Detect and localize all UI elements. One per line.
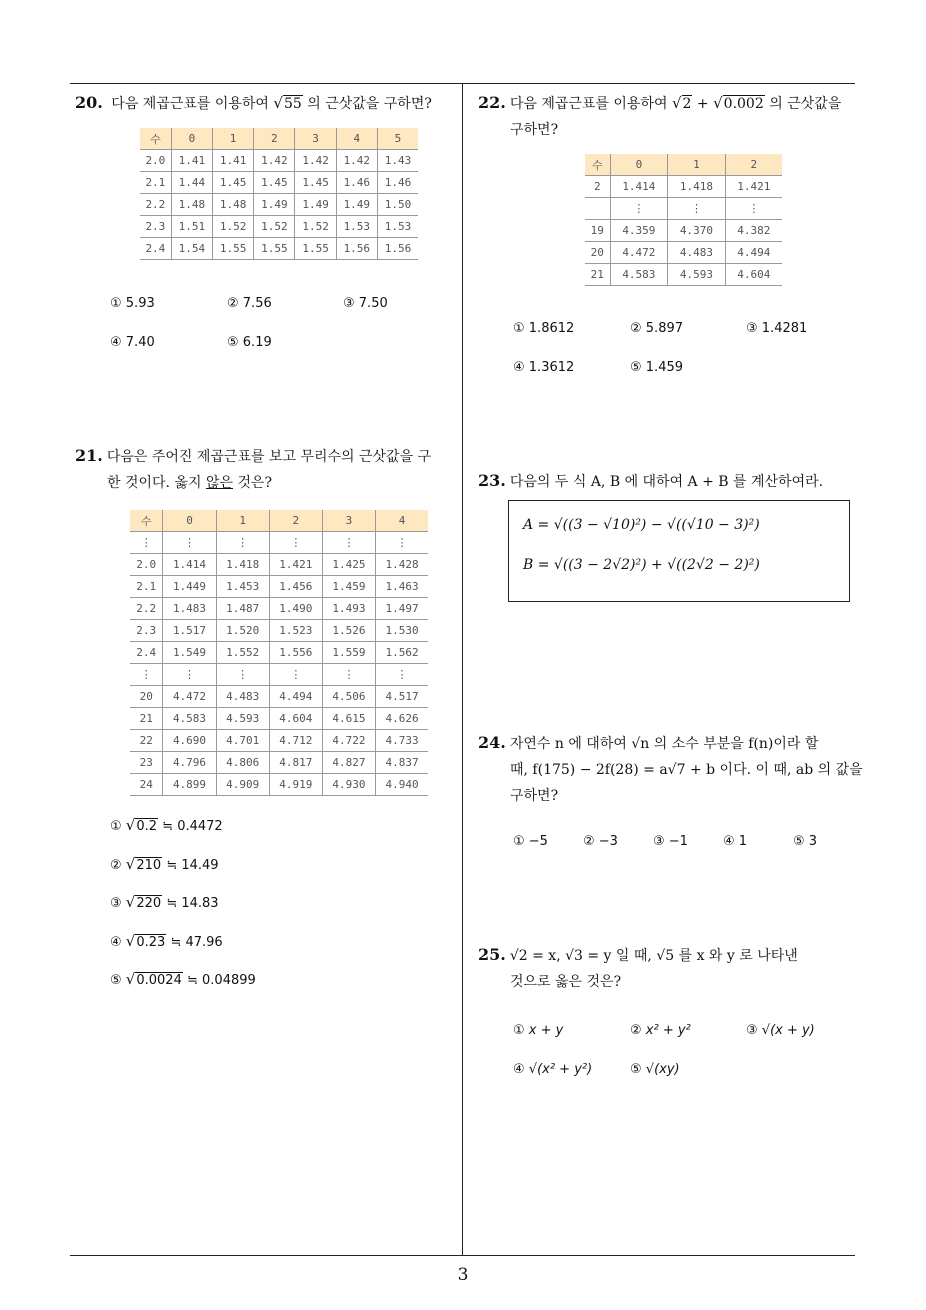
- table-cell: 1.517: [163, 620, 216, 642]
- table-cell: 1.425: [322, 554, 375, 576]
- question-number: 21.: [75, 446, 103, 465]
- table-header-cell: 4: [336, 128, 377, 150]
- table-cell: 1.46: [377, 172, 418, 194]
- question-text: 의 근삿값을 구하면?: [307, 96, 432, 112]
- question-number: 20.: [75, 93, 103, 112]
- table-cell: 4.604: [269, 708, 322, 730]
- question-text: 다음의 두 식 A, B 에 대하여 A + B 를 계산하여라.: [509, 474, 824, 490]
- table-cell: 1.52: [213, 216, 254, 238]
- table-cell: 1.49: [295, 194, 336, 216]
- choice-4[interactable]: ④ √(x² + y²): [513, 1062, 593, 1077]
- table-cell: 1.456: [269, 576, 322, 598]
- table-header-row: [140, 128, 418, 150]
- table-row: [130, 730, 428, 752]
- table-cell: 1.43: [377, 150, 418, 172]
- table-cell: ⋮: [376, 532, 428, 554]
- table-row: [140, 172, 418, 194]
- table-cell: ⋮: [130, 532, 163, 554]
- table-header-cell: 2: [725, 154, 782, 176]
- table-cell: 1.418: [216, 554, 269, 576]
- table-cell: 1.421: [269, 554, 322, 576]
- table-cell: 4.370: [668, 220, 726, 242]
- table-cell: 4.909: [216, 774, 269, 796]
- choice-4[interactable]: ④ 1.3612: [513, 360, 575, 375]
- table-row: [585, 264, 782, 286]
- table-header-cell: 2: [254, 128, 295, 150]
- column-divider: [462, 83, 463, 1256]
- table-header-cell: 수: [585, 154, 610, 176]
- table-row: [585, 198, 782, 220]
- question-25: [478, 942, 798, 995]
- table-cell: 1.41: [171, 150, 212, 172]
- table-cell: 1.50: [377, 194, 418, 216]
- table-header-cell: 수: [140, 128, 171, 150]
- sqrt-expression: √2: [671, 94, 692, 112]
- choice-4[interactable]: ④ 7.40: [110, 335, 155, 350]
- table-cell: 1.428: [376, 554, 428, 576]
- choice-2[interactable]: ② −3: [583, 834, 618, 849]
- underlined-word: 않은: [205, 475, 234, 491]
- choice-value: ≒ 0.4472: [158, 819, 223, 834]
- table-header-cell: 1: [668, 154, 726, 176]
- table-cell: 4.701: [216, 730, 269, 752]
- table-header-cell: 4: [376, 510, 428, 532]
- table-row: [585, 220, 782, 242]
- table-cell: ⋮: [322, 664, 375, 686]
- table-cell: 1.56: [377, 238, 418, 260]
- choice-1[interactable]: ① 1.8612: [513, 321, 575, 336]
- table-row: [130, 532, 428, 554]
- table-cell: 4.930: [322, 774, 375, 796]
- table-header-cell: 5: [377, 128, 418, 150]
- table-cell: 1.523: [269, 620, 322, 642]
- table-cell: 1.53: [336, 216, 377, 238]
- table-cell: 4.494: [725, 242, 782, 264]
- choice-1[interactable]: ① −5: [513, 834, 548, 849]
- question-23: [478, 468, 823, 495]
- table-cell: ⋮: [269, 664, 322, 686]
- table-cell: 1.552: [216, 642, 269, 664]
- question-text: 것은?: [233, 475, 273, 491]
- sqrt-expression: √55: [273, 94, 302, 112]
- table-cell: 2.4: [140, 238, 171, 260]
- table-cell: 4.806: [216, 752, 269, 774]
- table-cell: 1.530: [376, 620, 428, 642]
- choice-value: ≒ 14.83: [162, 896, 219, 911]
- table-header-cell: 0: [171, 128, 212, 150]
- table-header-row: [585, 154, 782, 176]
- question-text: 다음 제곱근표를 이용하여: [509, 96, 668, 112]
- table-cell: 1.42: [336, 150, 377, 172]
- table-cell: 4.604: [725, 264, 782, 286]
- table-cell: ⋮: [163, 664, 216, 686]
- table-row: [140, 216, 418, 238]
- table-cell: ⋮: [668, 198, 726, 220]
- table-cell: 1.421: [725, 176, 782, 198]
- table-cell: 4.593: [216, 708, 269, 730]
- table-cell: 1.463: [376, 576, 428, 598]
- table-row: [130, 576, 428, 598]
- sqrt-expression: √0.002: [713, 94, 764, 112]
- table-cell: 1.44: [171, 172, 212, 194]
- table-header-cell: 1: [213, 128, 254, 150]
- sqrt-expression: √0.0024: [125, 970, 182, 988]
- table-cell: 4.940: [376, 774, 428, 796]
- table-cell: 4.472: [610, 242, 668, 264]
- table-row: [130, 708, 428, 730]
- choice-value: ≒ 14.49: [162, 857, 219, 873]
- table-cell: 1.559: [322, 642, 375, 664]
- table-row: [130, 774, 428, 796]
- table-cell: 4.690: [163, 730, 216, 752]
- page-number: 3: [457, 1265, 469, 1285]
- question-text: 자연수 n 에 대하여 √n 의 소수 부분을 f(n)이라 할: [509, 736, 819, 752]
- table-header-row: [130, 510, 428, 532]
- table-cell: 22: [130, 730, 163, 752]
- table-cell: 1.51: [171, 216, 212, 238]
- choice-5[interactable]: ⑤ √(xy): [630, 1062, 680, 1077]
- table-cell: 1.41: [213, 150, 254, 172]
- choice-value: ≒ 0.04899: [182, 973, 256, 988]
- table-cell: 20: [585, 242, 610, 264]
- question-text: √2 = x, √3 = y 일 때, √5 를 x 와 y 로 나타낸: [509, 948, 798, 964]
- table-row: [140, 150, 418, 172]
- table-cell: 1.549: [163, 642, 216, 664]
- table-cell: 4.796: [163, 752, 216, 774]
- question-text: 구하면?: [510, 122, 559, 138]
- table-header-cell: 2: [269, 510, 322, 532]
- table-cell: 1.42: [295, 150, 336, 172]
- table-cell: 4.517: [376, 686, 428, 708]
- table-cell: 1.45: [254, 172, 295, 194]
- table-cell: ⋮: [610, 198, 668, 220]
- table-cell: 4.899: [163, 774, 216, 796]
- table-cell: 1.414: [610, 176, 668, 198]
- table-header-cell: 수: [130, 510, 163, 532]
- table-cell: 1.497: [376, 598, 428, 620]
- table-cell: 1.526: [322, 620, 375, 642]
- table-row: [130, 598, 428, 620]
- table-cell: 2.1: [140, 172, 171, 194]
- question-number: 25.: [478, 945, 506, 964]
- table-cell: 4.593: [668, 264, 726, 286]
- table-row: [130, 752, 428, 774]
- choice-2[interactable]: [110, 855, 219, 873]
- table-cell: 4.722: [322, 730, 375, 752]
- table-cell: ⋮: [376, 664, 428, 686]
- choice-3[interactable]: ③ √(x + y): [746, 1023, 815, 1038]
- choice-3[interactable]: ③ 7.50: [343, 296, 388, 311]
- question-text: 다음은 주어진 제곱근표를 보고 무리수의 근삿값을 구: [106, 449, 432, 465]
- choice-1[interactable]: [110, 816, 223, 834]
- choice-4[interactable]: ④ 1: [723, 834, 748, 849]
- table-cell: 2.3: [140, 216, 171, 238]
- table-cell: 1.449: [163, 576, 216, 598]
- table-cell: ⋮: [216, 532, 269, 554]
- table-cell: 4.583: [610, 264, 668, 286]
- table-cell: 1.55: [295, 238, 336, 260]
- table-cell: 24: [130, 774, 163, 796]
- choice-3[interactable]: ③ −1: [653, 834, 688, 849]
- question-number: 23.: [478, 471, 506, 490]
- choice-5[interactable]: ⑤ 1.459: [630, 360, 684, 375]
- sqrt-expression: √0.23: [125, 931, 166, 950]
- question-text: 의 근삿값을: [769, 96, 842, 112]
- question-20: [75, 90, 432, 117]
- table-cell: 1.42: [254, 150, 295, 172]
- question-21: [75, 443, 431, 496]
- table-cell: 2.1: [130, 576, 163, 598]
- square-root-table: [140, 128, 418, 260]
- question-number: 22.: [478, 93, 506, 112]
- table-cell: 2.2: [130, 598, 163, 620]
- table-cell: 2.0: [130, 554, 163, 576]
- table-cell: 4.506: [322, 686, 375, 708]
- question-text: 때, f(175) − 2f(28) = a√7 + b 이다. 이 때, ab 의 값을: [510, 762, 863, 778]
- question-text: 한 것이다. 옳지: [107, 475, 206, 491]
- question-24: [478, 730, 863, 809]
- choice-1[interactable]: ① x + y: [513, 1023, 564, 1038]
- choice-5[interactable]: ⑤ 3: [793, 834, 818, 849]
- square-root-table: [130, 510, 428, 796]
- table-cell: 1.453: [216, 576, 269, 598]
- formula-b: B = √((3 − 2√2)²) + √((2√2 − 2)²): [523, 557, 760, 573]
- table-cell: ⋮: [216, 664, 269, 686]
- choice-1[interactable]: ① 5.93: [110, 296, 155, 311]
- table-cell: 1.562: [376, 642, 428, 664]
- table-header-cell: 1: [216, 510, 269, 532]
- question-text: 것으로 옳은 것은?: [510, 974, 622, 990]
- table-cell: ⋮: [163, 532, 216, 554]
- table-cell: 1.48: [213, 194, 254, 216]
- choice-mark: ③: [110, 896, 126, 911]
- bottom-rule: [70, 1255, 855, 1256]
- table-cell: 1.459: [322, 576, 375, 598]
- question-number: 24.: [478, 733, 506, 752]
- table-cell: 1.55: [254, 238, 295, 260]
- table-cell: 2.4: [130, 642, 163, 664]
- table-cell: 1.490: [269, 598, 322, 620]
- table-header-cell: 3: [322, 510, 375, 532]
- table-cell: 1.55: [213, 238, 254, 260]
- table-cell: 2.0: [140, 150, 171, 172]
- table-cell: 1.46: [336, 172, 377, 194]
- table-cell: ⋮: [130, 664, 163, 686]
- table-cell: 2.3: [130, 620, 163, 642]
- choice-4[interactable]: [110, 932, 223, 950]
- table-cell: 1.56: [336, 238, 377, 260]
- choice-2[interactable]: ② 7.56: [227, 296, 272, 311]
- table-row: [130, 620, 428, 642]
- table-row: [140, 238, 418, 260]
- question-text: 다음 제곱근표를 이용하여: [111, 96, 269, 112]
- table-cell: 1.414: [163, 554, 216, 576]
- choice-value: ≒ 47.96: [166, 934, 223, 950]
- table-cell: ⋮: [322, 532, 375, 554]
- table-cell: 23: [130, 752, 163, 774]
- table-cell: 1.487: [216, 598, 269, 620]
- table-cell: [585, 198, 610, 220]
- table-cell: 1.493: [322, 598, 375, 620]
- table-cell: 4.483: [668, 242, 726, 264]
- table-cell: 1.45: [213, 172, 254, 194]
- table-cell: 1.45: [295, 172, 336, 194]
- table-cell: ⋮: [725, 198, 782, 220]
- table-cell: 21: [130, 708, 163, 730]
- table-row: [130, 686, 428, 708]
- sqrt-expression: √0.2: [125, 816, 158, 834]
- table-cell: 1.53: [377, 216, 418, 238]
- choice-3[interactable]: [110, 893, 219, 911]
- table-row: [585, 242, 782, 264]
- choice-5[interactable]: ⑤ 6.19: [227, 335, 272, 350]
- table-cell: 1.49: [336, 194, 377, 216]
- table-cell: 1.49: [254, 194, 295, 216]
- table-cell: 4.626: [376, 708, 428, 730]
- table-header-cell: 0: [610, 154, 668, 176]
- table-cell: 4.615: [322, 708, 375, 730]
- formula-a: A = √((3 − √10)²) − √((√10 − 3)²): [523, 517, 760, 533]
- square-root-table: [585, 154, 782, 286]
- table-cell: 4.583: [163, 708, 216, 730]
- question-22: 22. 다음 제곱근표를 이용하여 √2 + √0.002 의 근삿값을 구하면?: [478, 90, 841, 143]
- table-cell: 4.472: [163, 686, 216, 708]
- sqrt-expression: √220: [125, 893, 162, 911]
- table-cell: ⋮: [269, 532, 322, 554]
- table-cell: 1.52: [254, 216, 295, 238]
- choice-3[interactable]: ③ 1.4281: [746, 321, 808, 336]
- choice-5[interactable]: [110, 970, 256, 988]
- table-row: [130, 642, 428, 664]
- table-cell: 1.54: [171, 238, 212, 260]
- table-cell: 4.817: [269, 752, 322, 774]
- table-cell: 1.418: [668, 176, 726, 198]
- table-cell: 4.733: [376, 730, 428, 752]
- table-cell: 1.48: [171, 194, 212, 216]
- table-cell: 2.2: [140, 194, 171, 216]
- table-cell: 4.359: [610, 220, 668, 242]
- table-cell: 2: [585, 176, 610, 198]
- table-cell: 20: [130, 686, 163, 708]
- table-cell: 4.712: [269, 730, 322, 752]
- table-cell: 1.520: [216, 620, 269, 642]
- formula-box: [508, 500, 850, 602]
- sqrt-expression: √210: [125, 854, 162, 873]
- question-text: 구하면?: [510, 788, 559, 804]
- choice-mark: ②: [110, 857, 126, 873]
- table-cell: 19: [585, 220, 610, 242]
- choice-mark: ④: [110, 934, 126, 950]
- table-cell: 1.483: [163, 598, 216, 620]
- table-cell: 4.837: [376, 752, 428, 774]
- table-cell: 4.827: [322, 752, 375, 774]
- table-cell: 1.52: [295, 216, 336, 238]
- table-cell: 4.494: [269, 686, 322, 708]
- choice-mark: ①: [110, 819, 126, 834]
- table-header-cell: 3: [295, 128, 336, 150]
- table-row: [140, 194, 418, 216]
- choice-mark: ⑤: [110, 973, 126, 988]
- table-row: [130, 554, 428, 576]
- choice-2[interactable]: ② 5.897: [630, 321, 684, 336]
- table-cell: 1.556: [269, 642, 322, 664]
- table-cell: 4.382: [725, 220, 782, 242]
- table-row: [585, 176, 782, 198]
- table-header-cell: 0: [163, 510, 216, 532]
- choice-2[interactable]: ② x² + y²: [630, 1023, 691, 1038]
- table-cell: 21: [585, 264, 610, 286]
- table-cell: 4.919: [269, 774, 322, 796]
- table-cell: 4.483: [216, 686, 269, 708]
- table-row: [130, 664, 428, 686]
